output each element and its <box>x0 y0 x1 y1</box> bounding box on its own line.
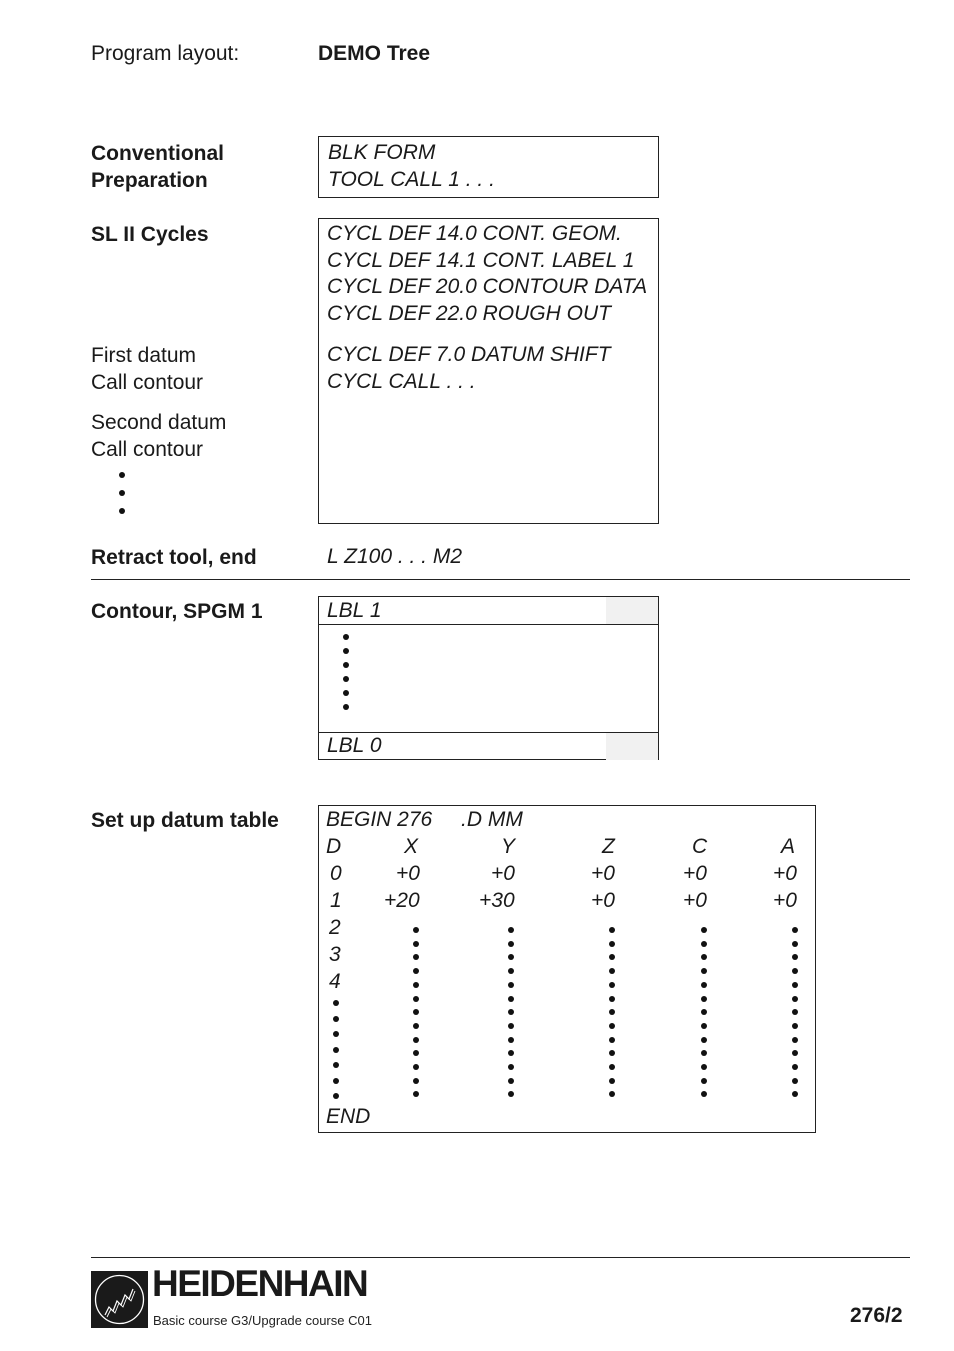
section-label-retract: Retract tool, end <box>91 546 257 569</box>
ellipsis-dot <box>413 927 419 933</box>
ellipsis-dot <box>508 1023 514 1029</box>
table-row-number: 3 <box>329 943 341 966</box>
ellipsis-dot <box>343 634 349 640</box>
ellipsis-dot <box>609 1037 615 1043</box>
program-title: DEMO Tree <box>318 42 431 65</box>
ellipsis-dot <box>508 1078 514 1084</box>
code-line: CYCL DEF 22.0 ROUGH OUT <box>327 301 611 325</box>
code-line: CYCL CALL . . . <box>327 369 476 393</box>
ellipsis-dot <box>333 1031 339 1037</box>
ellipsis-dot <box>508 982 514 988</box>
table-cell: 1 <box>330 889 342 912</box>
code-block-sl-cycles <box>327 221 647 327</box>
ellipsis-dot <box>119 472 125 478</box>
ellipsis-dot <box>333 1047 339 1053</box>
ellipsis-dot <box>333 1062 339 1068</box>
ellipsis-dot <box>508 941 514 947</box>
ellipsis-dot <box>333 1093 339 1099</box>
ellipsis-dot <box>413 1023 419 1029</box>
section-label-datum-table: Set up datum table <box>91 809 279 832</box>
ellipsis-dot <box>343 662 349 668</box>
ellipsis-dot <box>792 941 798 947</box>
ellipsis-dot <box>413 1037 419 1043</box>
ellipsis-dot <box>413 1064 419 1070</box>
table-row-number: 4 <box>329 970 341 993</box>
code-line: CYCL DEF 20.0 CONTOUR DATA <box>327 275 648 298</box>
col-header-z: Z <box>602 835 615 858</box>
table-cell: +0 <box>683 862 707 885</box>
code-line: BLK FORM <box>328 141 436 164</box>
code-line: CYCL DEF 14.1 CONT. LABEL 1 <box>327 248 635 272</box>
code-line-lbl1: LBL 1 <box>327 599 382 622</box>
heidenhain-logo <box>91 1271 148 1328</box>
table-cell: +0 <box>491 862 515 885</box>
col-header-y: Y <box>501 835 516 858</box>
ellipsis-dot <box>609 927 615 933</box>
ellipsis-dot <box>413 996 419 1002</box>
section-label-first-datum: First datum Call contour <box>91 344 204 394</box>
ellipsis-dot <box>413 982 419 988</box>
section-divider <box>91 579 910 580</box>
ellipsis-dot <box>792 1064 798 1070</box>
ellipsis-dot <box>508 1064 514 1070</box>
table-cell: 0 <box>330 862 342 885</box>
contour-footer-row <box>319 732 658 760</box>
ellipsis-dot <box>119 508 125 514</box>
table-unit: .D MM <box>461 808 523 831</box>
col-header-c: C <box>692 835 708 858</box>
ellipsis-dot <box>343 676 349 682</box>
ellipsis-dot <box>508 996 514 1002</box>
table-begin: BEGIN 276 <box>326 808 433 831</box>
ellipsis-dot <box>701 996 707 1002</box>
logo-emblem-icon <box>91 1271 148 1328</box>
section-label-second-datum: Second datum Call contour <box>91 411 227 461</box>
code-line: TOOL CALL 1 . . . <box>328 167 495 191</box>
course-name: Basic course G3/Upgrade course C01 <box>153 1313 372 1328</box>
col-header-a: A <box>781 835 796 858</box>
table-cell: +0 <box>591 862 615 885</box>
ellipsis-dot <box>609 996 615 1002</box>
col-header-x: X <box>404 835 419 858</box>
ellipsis-dot <box>508 927 514 933</box>
code-line-retract: L Z100 . . . M2 <box>327 545 463 568</box>
code-box-conventional <box>318 136 659 198</box>
ellipsis-dot <box>609 982 615 988</box>
code-box-contour <box>318 596 659 760</box>
code-line: CYCL DEF 14.0 CONT. GEOM. <box>327 222 622 245</box>
code-line-lbl0: LBL 0 <box>327 734 382 757</box>
ellipsis-dot <box>508 1037 514 1043</box>
ellipsis-dot <box>792 1037 798 1043</box>
ellipsis-dot <box>333 1078 339 1084</box>
page-number: 276/2 <box>850 1304 903 1327</box>
table-cell: +30 <box>479 889 515 912</box>
table-cell: +0 <box>591 889 615 912</box>
ellipsis-dot <box>701 982 707 988</box>
ellipsis-dot <box>701 927 707 933</box>
ellipsis-dot <box>343 704 349 710</box>
ellipsis-dot <box>701 1023 707 1029</box>
code-block-first-datum <box>327 342 611 395</box>
contour-header-row <box>319 597 658 625</box>
ellipsis-dot <box>792 1078 798 1084</box>
ellipsis-dot <box>609 1078 615 1084</box>
ellipsis-dot <box>333 1016 339 1022</box>
program-layout-label: Program layout: <box>91 42 240 65</box>
ellipsis-dot <box>343 648 349 654</box>
ellipsis-dot <box>413 1078 419 1084</box>
code-line: CYCL DEF 7.0 DATUM SHIFT <box>327 343 611 366</box>
table-cell: +20 <box>384 889 420 912</box>
section-label-contour: Contour, SPGM 1 <box>91 600 263 623</box>
table-cell: +0 <box>773 889 797 912</box>
brand-name: HEIDENHAIN <box>152 1263 368 1304</box>
shaded-cell <box>606 733 658 760</box>
footer-rule <box>91 1257 910 1258</box>
ellipsis-dot <box>609 1064 615 1070</box>
table-row-number: 2 <box>329 916 341 939</box>
col-header-d: D <box>326 835 342 858</box>
ellipsis-dot <box>343 690 349 696</box>
ellipsis-dot <box>701 1037 707 1043</box>
ellipsis-dot <box>413 941 419 947</box>
section-label-sl-cycles: SL II Cycles <box>91 223 209 246</box>
ellipsis-dot <box>701 1064 707 1070</box>
ellipsis-dot <box>119 490 125 496</box>
ellipsis-dot <box>333 1000 339 1006</box>
ellipsis-dot <box>609 1023 615 1029</box>
table-cell: +0 <box>396 862 420 885</box>
table-cell: +0 <box>773 862 797 885</box>
table-cell: +0 <box>683 889 707 912</box>
datum-table-box <box>318 805 816 1133</box>
ellipsis-dot <box>701 1078 707 1084</box>
ellipsis-dot <box>792 982 798 988</box>
table-end: END <box>326 1105 371 1128</box>
ellipsis-dot <box>609 941 615 947</box>
shaded-cell <box>606 597 658 624</box>
ellipsis-dot <box>792 996 798 1002</box>
ellipsis-dot <box>792 1023 798 1029</box>
ellipsis-dot <box>701 941 707 947</box>
ellipsis-dot <box>792 927 798 933</box>
section-label-conventional: Conventional Preparation <box>91 142 225 192</box>
